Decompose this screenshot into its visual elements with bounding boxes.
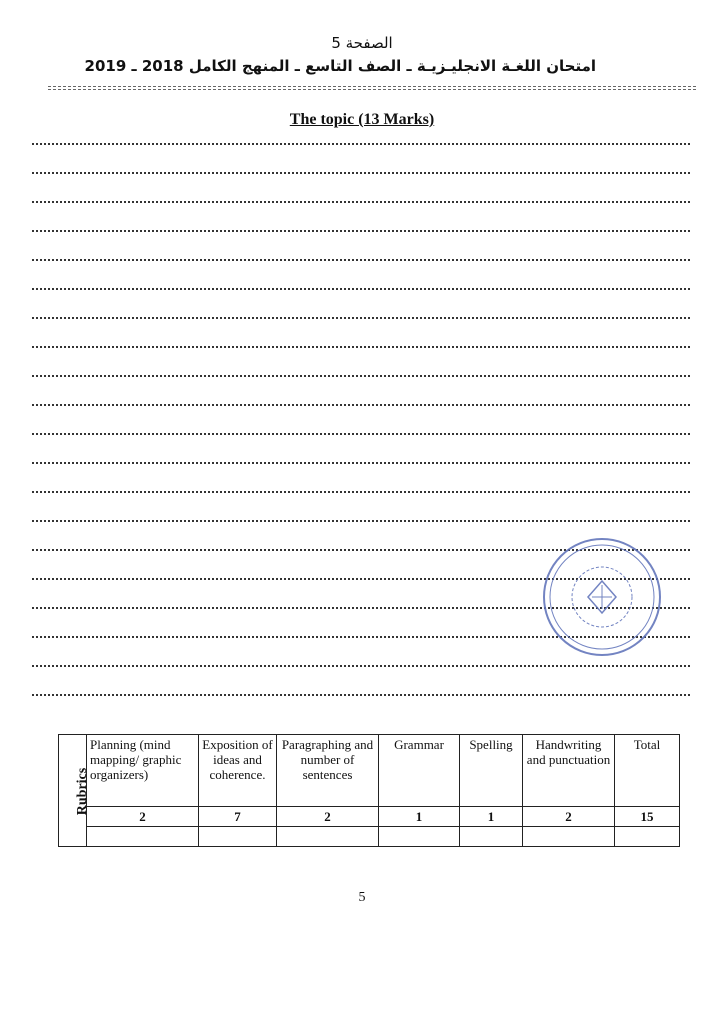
criterion-exposition: Exposition of ideas and coherence. xyxy=(199,735,277,807)
writing-line[interactable] xyxy=(32,201,690,203)
official-stamp-icon xyxy=(540,535,664,659)
writing-line[interactable] xyxy=(32,288,690,290)
exam-title: امتحان اللغـة الانجليـزيـة ـ الصف التاسع ـ المنهج الكامل 2018 ـ 2019 xyxy=(84,57,596,75)
criterion-total: Total xyxy=(615,735,680,807)
writing-line[interactable] xyxy=(32,143,690,145)
rubric-row-label: Rubrics xyxy=(59,735,87,847)
mark-grammar: 1 xyxy=(379,807,460,827)
criterion-planning: Planning (mind mapping/ graphic organizers) xyxy=(87,735,199,807)
mark-paragraphing: 2 xyxy=(277,807,379,827)
mark-spelling: 1 xyxy=(460,807,523,827)
criterion-handwriting: Handwriting and punctuation xyxy=(523,735,615,807)
mark-total: 15 xyxy=(615,807,680,827)
mark-handwriting: 2 xyxy=(523,807,615,827)
writing-line[interactable] xyxy=(32,433,690,435)
topic-heading: The topic (13 Marks) xyxy=(289,111,435,128)
score-cell-total[interactable] xyxy=(615,827,680,847)
writing-line[interactable] xyxy=(32,230,690,232)
score-cell-grammar[interactable] xyxy=(379,827,460,847)
writing-line[interactable] xyxy=(32,520,690,522)
writing-line[interactable] xyxy=(32,665,690,667)
writing-line[interactable] xyxy=(32,404,690,406)
mark-exposition: 7 xyxy=(199,807,277,827)
criterion-grammar: Grammar xyxy=(379,735,460,807)
writing-line[interactable] xyxy=(32,259,690,261)
writing-line[interactable] xyxy=(32,491,690,493)
rubric-table xyxy=(58,734,680,847)
writing-line[interactable] xyxy=(32,172,690,174)
header-separator xyxy=(48,86,696,87)
writing-line[interactable] xyxy=(32,694,690,696)
score-cell-planning[interactable] xyxy=(87,827,199,847)
criterion-paragraphing: Paragraphing and number of sentences xyxy=(277,735,379,807)
writing-line[interactable] xyxy=(32,317,690,319)
score-cell-handwriting[interactable] xyxy=(523,827,615,847)
score-cell-spelling[interactable] xyxy=(460,827,523,847)
writing-line[interactable] xyxy=(32,462,690,464)
header-separator-2 xyxy=(48,89,696,90)
page-number: 5 xyxy=(358,890,366,905)
score-cell-paragraphing[interactable] xyxy=(277,827,379,847)
mark-planning: 2 xyxy=(87,807,199,827)
page-label: الصفحة 5 xyxy=(331,34,393,52)
writing-line[interactable] xyxy=(32,375,690,377)
score-cell-exposition[interactable] xyxy=(199,827,277,847)
criterion-spelling: Spelling xyxy=(460,735,523,807)
writing-line[interactable] xyxy=(32,346,690,348)
